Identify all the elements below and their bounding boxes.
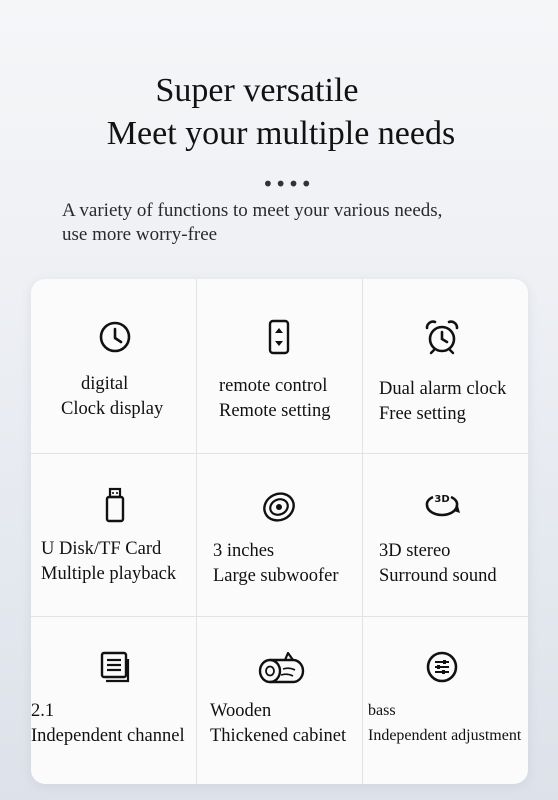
features-card bbox=[31, 279, 528, 784]
feature-label-1: bass bbox=[368, 702, 396, 719]
feature-label-2: Multiple playback bbox=[41, 564, 177, 584]
usb-icon bbox=[97, 487, 133, 523]
feature-label-2: Independent channel bbox=[31, 726, 185, 746]
feature-label-2: Thickened cabinet bbox=[210, 726, 347, 746]
title-line-2: Meet your multiple needs bbox=[106, 115, 456, 152]
feature-label-2: Independent adjustment bbox=[368, 727, 522, 744]
surround-3d-icon bbox=[422, 485, 462, 525]
feature-label-1: 3D stereo bbox=[379, 541, 451, 561]
feature-label-1: digital bbox=[81, 374, 129, 394]
grid-divider bbox=[362, 279, 363, 784]
wood-log-icon bbox=[257, 647, 305, 687]
feature-label-1: 2.1 bbox=[31, 701, 55, 721]
svg-text:3D: 3D bbox=[434, 494, 450, 505]
subtitle-line-1: A variety of functions to meet your various needs, bbox=[62, 200, 443, 221]
grid-divider bbox=[196, 279, 197, 784]
feature-label-1: remote control bbox=[219, 376, 328, 396]
feature-label-2: Free setting bbox=[379, 404, 466, 424]
grid-divider bbox=[31, 616, 528, 617]
feature-label-2: Surround sound bbox=[379, 566, 497, 586]
channel-icon bbox=[97, 649, 133, 685]
grid-divider bbox=[31, 453, 528, 454]
clock-icon bbox=[97, 319, 133, 355]
feature-label-1: Wooden bbox=[210, 701, 272, 721]
feature-label-1: Dual alarm clock bbox=[379, 379, 507, 399]
feature-label-2: Remote setting bbox=[219, 401, 331, 421]
feature-label-1: U Disk/TF Card bbox=[41, 539, 162, 559]
dots-divider: •••• bbox=[262, 172, 314, 196]
speaker-icon bbox=[261, 487, 297, 523]
feature-label-2: Large subwoofer bbox=[213, 566, 339, 586]
feature-label-2: Clock display bbox=[61, 399, 164, 419]
subtitle-line-2: use more worry-free bbox=[62, 224, 218, 245]
title-line-1: Super versatile bbox=[155, 72, 359, 109]
alarm-clock-icon bbox=[424, 319, 460, 355]
remote-icon bbox=[261, 319, 297, 355]
equalizer-icon bbox=[424, 649, 460, 685]
feature-label-1: 3 inches bbox=[213, 541, 275, 561]
